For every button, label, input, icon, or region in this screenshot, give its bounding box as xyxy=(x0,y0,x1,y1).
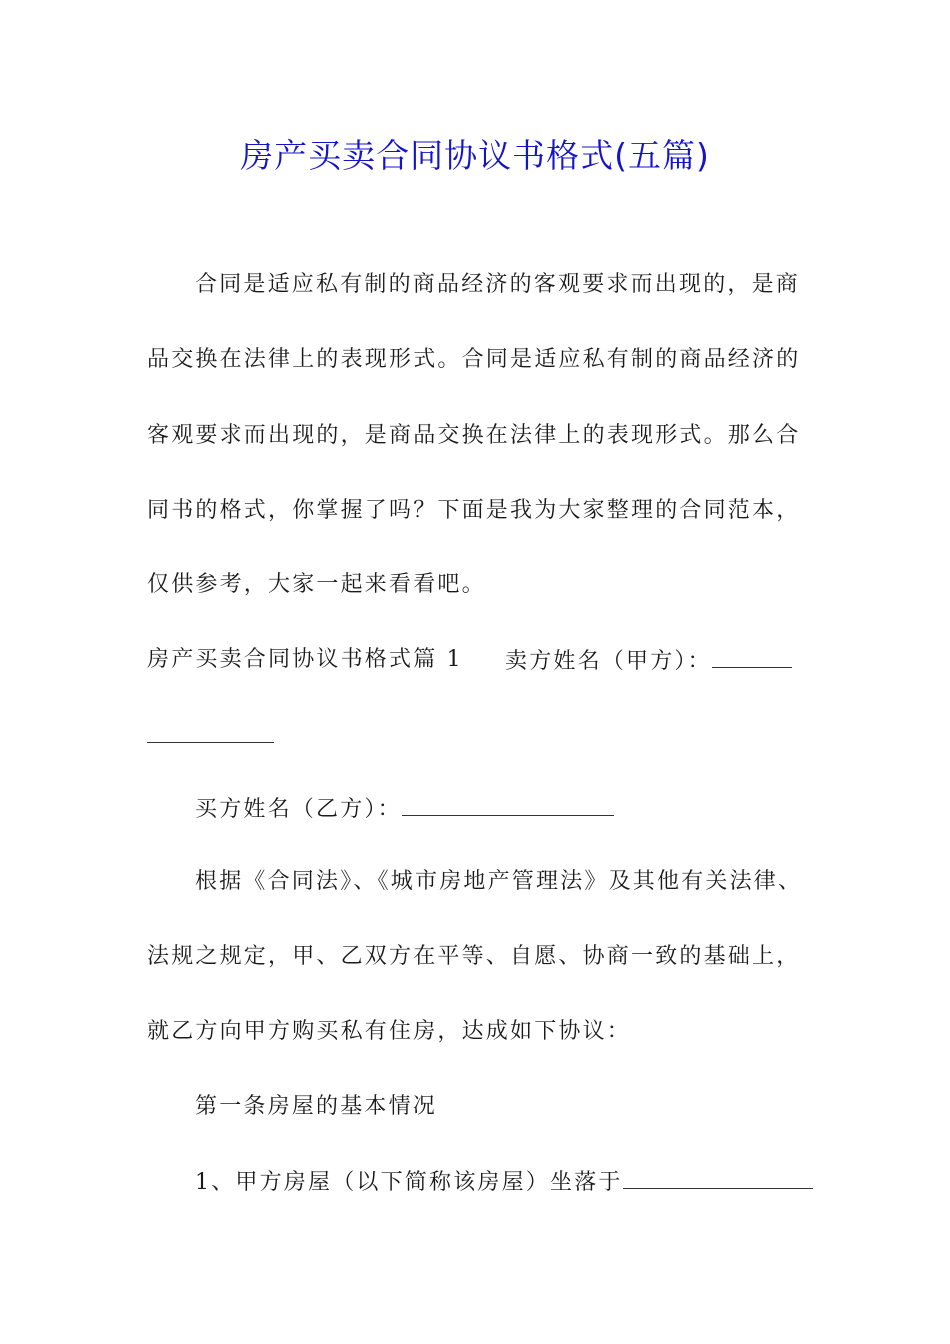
section-heading-text: 房产买卖合同协议书格式篇 1 xyxy=(147,647,463,672)
section-heading xyxy=(147,645,463,675)
seller-name-blank xyxy=(712,645,792,668)
document-title: 房产买卖合同协议书格式(五篇) xyxy=(240,136,710,175)
article-item-1 xyxy=(195,1166,813,1198)
article-item-1-text: 1、甲方房屋（以下简称该房屋）坐落于 xyxy=(195,1170,623,1195)
intro-line-5: 仅供参考，大家一起来看看吧。 xyxy=(147,572,486,597)
intro-line-4: 同书的格式，你掌握了吗？下面是我为大家整理的合同范本， xyxy=(147,498,801,523)
basis-line-2: 法规之规定，甲、乙双方在平等、自愿、协商一致的基础上， xyxy=(147,944,801,969)
intro-line-2: 品交换在法律上的表现形式。合同是适应私有制的商品经济的 xyxy=(147,347,801,372)
intro-line-3: 客观要求而出现的，是商品交换在法律上的表现形式。那么合 xyxy=(147,423,801,448)
seller-label: 卖方姓名（甲方）： xyxy=(505,649,712,674)
intro-line-1: 合同是适应私有制的商品经济的客观要求而出现的，是商 xyxy=(195,272,801,297)
location-blank xyxy=(623,1166,813,1189)
seller-name-blank-continued xyxy=(147,741,274,743)
basis-line-3: 就乙方向甲方购买私有住房，达成如下协议： xyxy=(147,1019,632,1044)
buyer-name-blank xyxy=(402,793,614,816)
article-heading: 第一条房屋的基本情况 xyxy=(195,1094,438,1119)
buyer-line xyxy=(195,793,614,825)
basis-line-1: 根据《合同法》、《城市房地产管理法》及其他有关法律、 xyxy=(195,869,803,894)
seller-line xyxy=(505,645,792,677)
buyer-label: 买方姓名（乙方）： xyxy=(195,797,402,822)
